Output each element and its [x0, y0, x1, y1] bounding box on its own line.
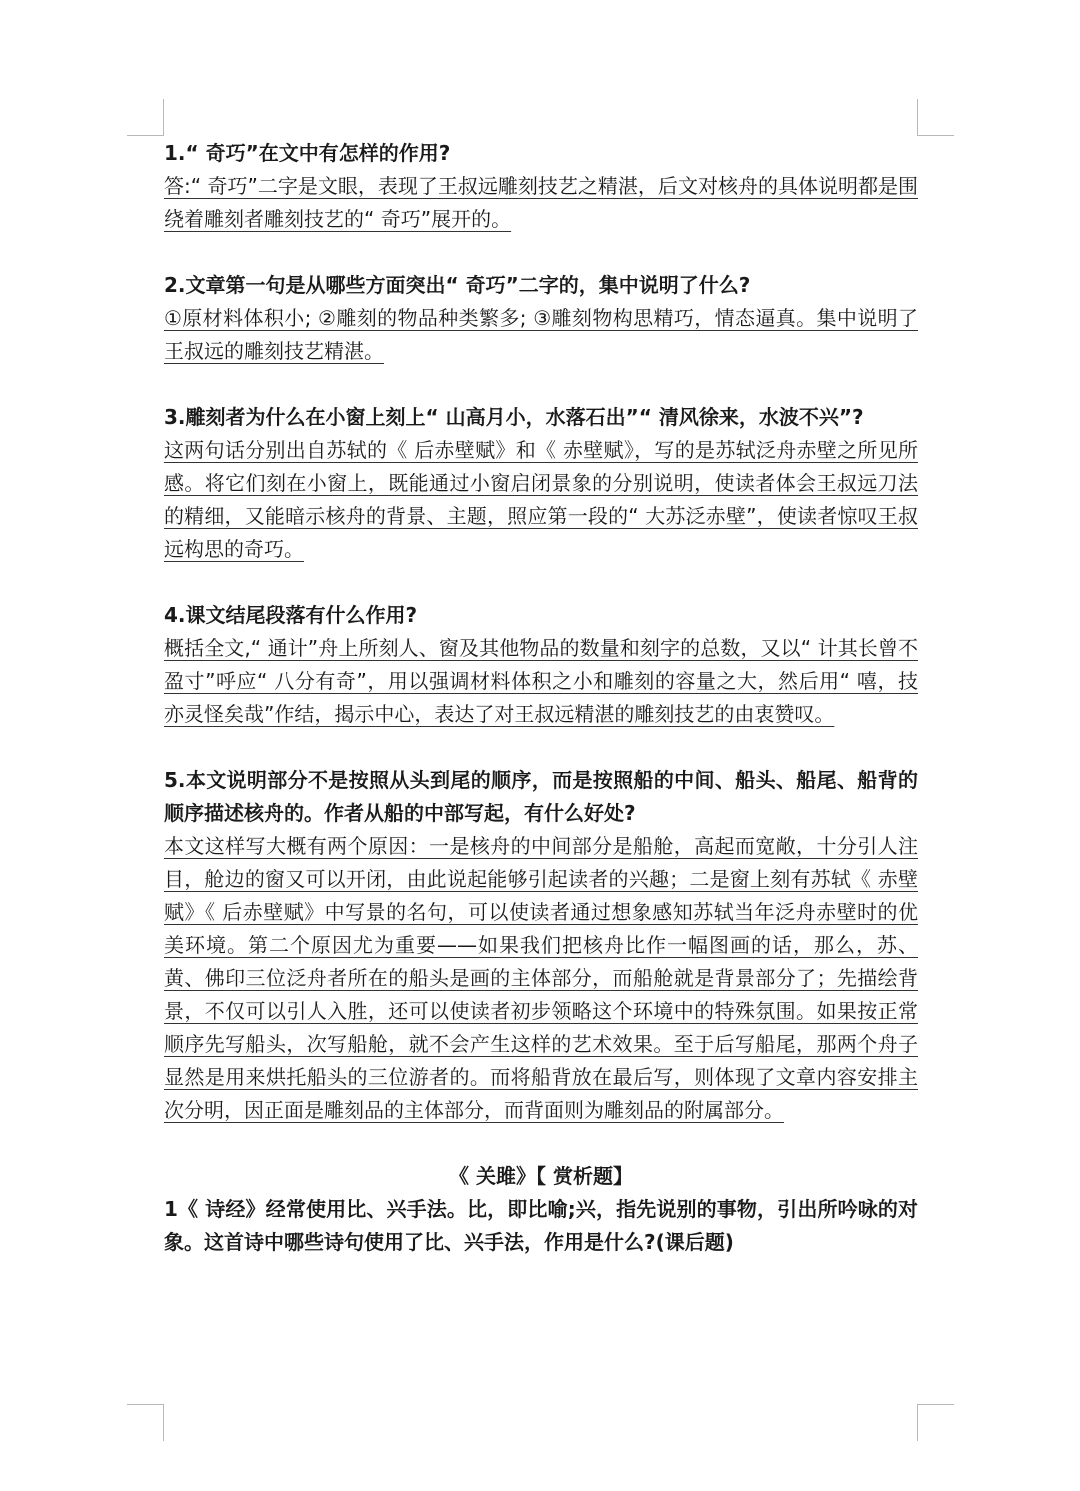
- answer-1-text: 答:“ 奇巧”二字是文眼，表现了王叔远雕刻技艺之精湛，后文对核舟的具体说明都是围绕着雕刻者雕刻技艺的“ 奇巧”展开的。: [164, 174, 918, 231]
- answer-3-text: 这两句话分别出自苏轼的《 后赤壁赋》和《 赤壁赋》，写的是苏轼泛舟赤壁之所见所感。将它们刻在小窗上，既能通过小窗启闭景象的分别说明，使读者体会王叔远刀法的精细，又能暗示核舟的背景、主题，照应第一段的“ 大苏泛赤壁”，使读者惊叹王叔远构思的奇巧。: [164, 438, 918, 561]
- answer-1: [164, 170, 918, 236]
- qa-item-1: [164, 137, 918, 236]
- question-5: 5.本文说明部分不是按照从头到尾的顺序，而是按照船的中间、船头、船尾、船背的顺序描述核舟的。作者从船的中部写起，有什么好处?: [164, 768, 918, 825]
- question-3: 3.雕刻者为什么在小窗上刻上“ 山高月小，水落石出”“ 清风徐来，水波不兴”?: [164, 405, 864, 429]
- question-4: 4.课文结尾段落有什么作用?: [164, 603, 418, 627]
- page-corner-mark-top-right: [917, 99, 954, 136]
- question-1: 1.“ 奇巧”在文中有怎样的作用?: [164, 141, 451, 165]
- answer-4: [164, 632, 918, 731]
- answer-4-text: 概括全文,“ 通计”舟上所刻人、窗及其他物品的数量和刻字的总数，又以“ 计其长曾不盈寸”呼应“ 八分有奇”，用以强调材料体积之小和雕刻的容量之大，然后用“ 嘻，技亦灵怪矣哉”作结，揭示中心，表达了对王叔远精湛的雕刻技艺的由衷赞叹。: [164, 636, 918, 726]
- document-body: [164, 137, 918, 1259]
- answer-3: [164, 434, 918, 566]
- qa-item-4: [164, 599, 918, 731]
- answer-5-text: 本文这样写大概有两个原因：一是核舟的中间部分是船舱，高起而宽敞，十分引人注目，舱边的窗又可以开闭，由此说起能够引起读者的兴趣；二是窗上刻有苏轼《 赤壁赋》《 后赤壁赋》中写景的名句，可以使读者通过想象感知苏轼当年泛舟赤壁时的优美环境。第二个原因尤为重要——如果我们把核舟比作一幅图画的话，那么，苏、黄、佛印三位泛舟者所在的船头是画的主体部分，而船舱就是背景部分了；先描绘背景，不仅可以引人入胜，还可以使读者初步领略这个环境中的特殊氛围。如果按正常顺序先写船头，次写船舱，就不会产生这样的艺术效果。至于后写船尾，那两个舟子显然是用来烘托船头的三位游者的。而将船背放在最后写，则体现了文章内容安排主次分明，因正面是雕刻品的主体部分，而背面则为雕刻品的附属部分。: [164, 834, 918, 1122]
- qa-item-3: [164, 401, 918, 566]
- question-2: 2.文章第一句是从哪些方面突出“ 奇巧”二字的，集中说明了什么?: [164, 273, 751, 297]
- section-title: 《 关雎》【 赏析题】: [449, 1164, 633, 1188]
- qa-item-2: [164, 269, 918, 368]
- page-corner-mark-top-left: [127, 99, 164, 136]
- page-corner-mark-bottom-right: [917, 1404, 954, 1441]
- qa-item-5: [164, 764, 918, 1127]
- page-corner-mark-bottom-left: [127, 1404, 164, 1441]
- answer-2: [164, 302, 918, 368]
- answer-2-text: ①原材料体积小; ②雕刻的物品种类繁多; ③雕刻物构思精巧，情态逼真。集中说明了王叔远的雕刻技艺精湛。: [164, 306, 918, 363]
- section-question-1: 1《 诗经》经常使用比、兴手法。比，即比喻;兴，指先说别的事物，引出所吟咏的对象。这首诗中哪些诗句使用了比、兴手法，作用是什么?(课后题): [164, 1197, 918, 1254]
- answer-5: [164, 830, 918, 1127]
